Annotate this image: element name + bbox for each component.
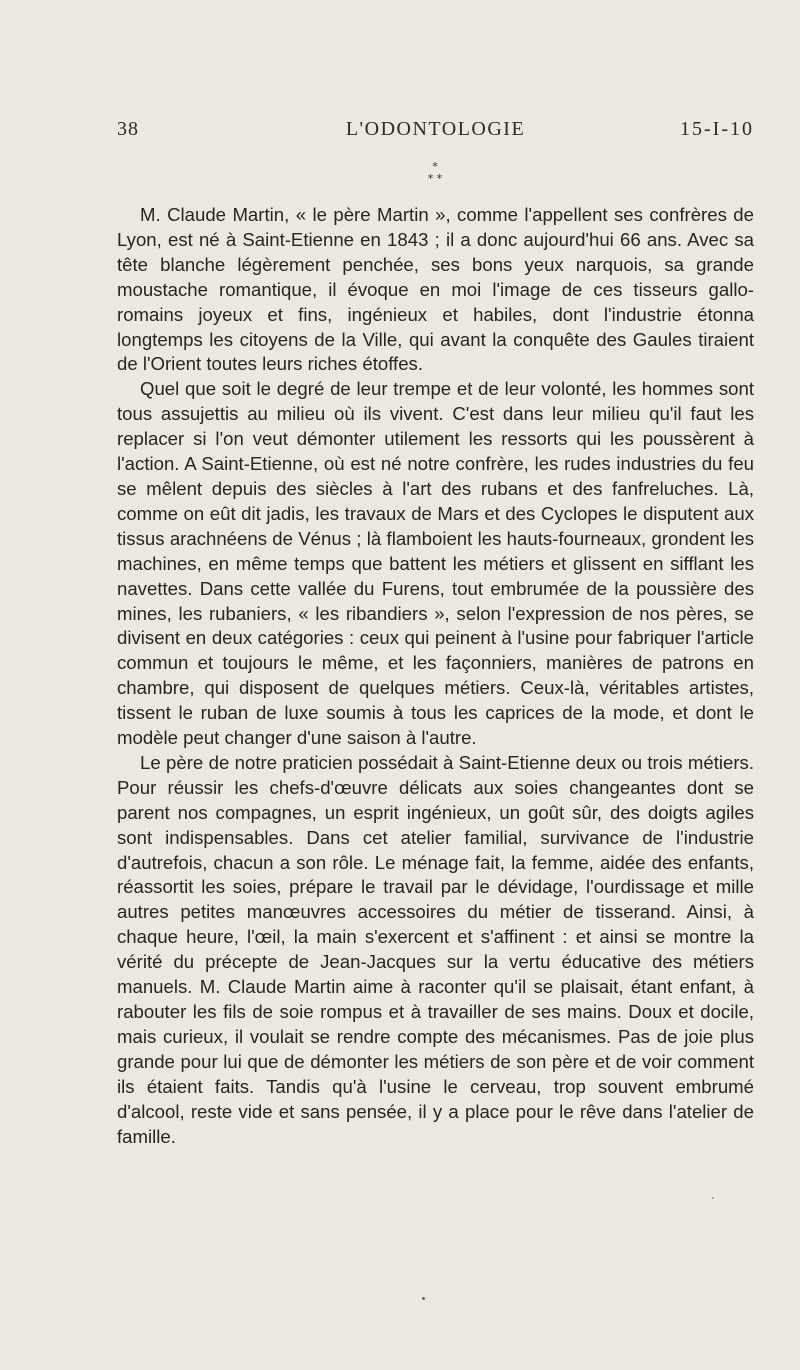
section-asterism [0, 161, 800, 185]
paper-speck [712, 1197, 714, 1199]
paragraph-milieu: Quel que soit le degré de leur trempe et de leur volonté, les hommes sont tous assujettis au milieu où ils vivent. C'est dans leur milieu qu'il faut les replacer si l'on veut démonter utilement les ressorts qui les poussèrent à l'action. A Saint-Etienne, où est né notre confrère, les rudes industries du feu se mêlent depuis des siècles à l'art des rubans et des fanfreluches. Là, comme on eût dit jadis, les travaux de Mars et des Cyclopes le disputent aux tissus arachnéens de Vénus ; là flamboient les hauts-fourneaux, grondent les machines, en même temps que battent les métiers et glissent en sifflant les navettes. Dans cette vallée du Furens, tout embrumée de la poussière des mines, les rubaniers, « les ribandiers », selon l'expression de nos pères, se divisent en deux catégories : ceux qui peinent à l'usine pour fabriquer l'article commun et toujours le même, et les façonniers, manières de patrons en chambre, qui disposent de quelques métiers. Ceux-là, véritables artistes, tissent le ruban de luxe soumis à tous les caprices de la mode, et dont le modèle peut changer d'une saison à l'autre. [117, 378, 754, 749]
paper-speck [422, 1297, 425, 1300]
running-header [117, 118, 754, 144]
paragraph-introduction: M. Claude Martin, « le père Martin », comme l'appellent ses confrères de Lyon, est né à Saint-Etienne en 1843 ; il a donc aujourd'hui 66 ans. Avec sa tête blanche légèrement penchée, ses bons yeux narquois, sa grande moustache romantique, il évoque en moi l'image de ces tisseurs gallo-romains joyeux et fins, ingénieux et habiles, dont l'industrie étonna longtemps les citoyens de la Ville, qui avant la conquête des Gaules tiraient de l'Orient toutes leurs riches étoffes. [117, 204, 754, 375]
article-body [117, 203, 754, 1149]
asterism-top: * [432, 160, 438, 173]
running-title: L'ODONTOLOGIE [345, 118, 526, 140]
issue-date: 15-I-10 [680, 118, 754, 140]
paragraph-father-workshop: Le père de notre praticien possédait à Saint-Etienne deux ou trois métiers. Pour réussir les chefs-d'œuvre délicats aux soies changeantes dont se parent nos compagnes, un esprit ingénieux, un goût sûr, des doigts agiles sont indispensables. Dans cet atelier familial, survivance de l'industrie d'autrefois, chacun a son rôle. Le ménage fait, la femme, aidée des enfants, réassortit les soies, prépare le travail par le dévidage, l'ourdissage et mille autres petites manœuvres accessoires du métier de tisserand. Ainsi, à chaque heure, l'œil, la main s'exercent et s'affinent : et ainsi se montre la vérité du précepte de Jean-Jacques sur la vertu éducative des métiers manuels. M. Claude Martin aime à raconter qu'il se plaisait, étant enfant, à rabouter les fils de soie rompus et à travailler de ses mains. Doux et docile, mais curieux, il voulait se rendre compte des mécanismes. Pas de joie plus grande pour lui que de démonter les métiers de son père et de voir comment ils étaient faits. Tandis qu'à l'usine le cerveau, trop souvent embrumé d'alcool, reste vide et sans pensée, il y a place pour le rêve dans l'atelier de famille. [117, 751, 754, 1147]
page-number: 38 [117, 118, 139, 140]
asterism-bottom: * * [427, 172, 443, 185]
